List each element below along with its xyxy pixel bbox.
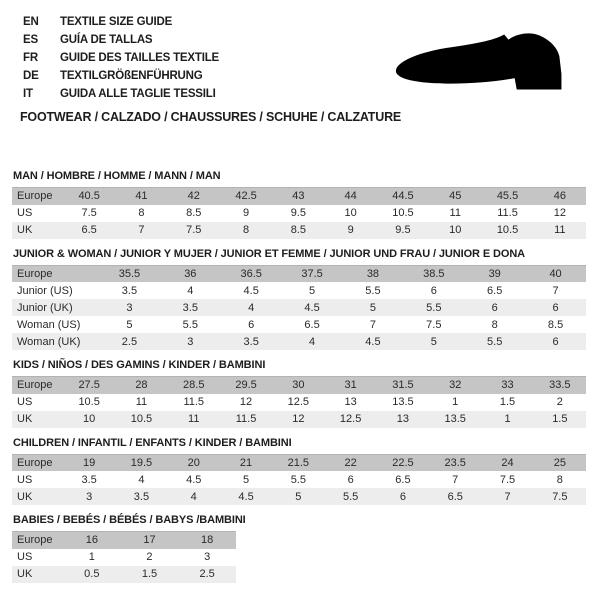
size-row xyxy=(12,394,586,411)
language-code: ES xyxy=(23,34,38,46)
size-value: 5.5 xyxy=(342,490,359,503)
size-value: 3 xyxy=(126,301,133,314)
size-value: 4 xyxy=(187,284,194,297)
row-label: US xyxy=(17,551,33,563)
size-value: 3 xyxy=(204,551,211,563)
language-code: FR xyxy=(23,52,38,64)
size-row xyxy=(12,549,236,566)
size-value: 2.5 xyxy=(199,568,215,580)
size-value: 9.5 xyxy=(395,224,411,236)
size-value: 19 xyxy=(83,456,96,469)
size-row xyxy=(12,299,586,316)
size-value: 6.5 xyxy=(447,490,463,503)
region-header-row xyxy=(12,532,236,549)
size-value: 4.5 xyxy=(304,301,320,314)
size-section xyxy=(12,248,588,351)
size-section xyxy=(12,437,588,506)
section-title: BABIES / BEBÉS / BÉBÉS / BABYS /BAMBINI xyxy=(13,514,246,526)
row-label: Europe xyxy=(17,534,53,547)
size-value: 11 xyxy=(449,207,461,219)
size-value: 42 xyxy=(187,190,200,203)
size-value: 2 xyxy=(146,551,153,563)
size-value: 8.5 xyxy=(186,207,202,219)
size-section xyxy=(12,514,588,583)
size-value: 7.5 xyxy=(499,473,516,486)
language-row xyxy=(23,49,219,67)
row-label: Junior (UK) xyxy=(17,301,73,314)
language-row xyxy=(23,13,219,31)
size-value: 5 xyxy=(369,301,376,314)
size-value: 11.5 xyxy=(235,413,257,425)
language-title: GUIDE DES TAILLES TEXTILE xyxy=(60,52,219,64)
size-value: 36.5 xyxy=(240,267,262,280)
size-value: 19.5 xyxy=(130,456,153,469)
size-value: 30 xyxy=(292,379,305,392)
size-value: 1 xyxy=(88,551,95,563)
size-value: 10.5 xyxy=(78,396,100,408)
size-value: 7 xyxy=(552,284,559,297)
size-value: 8 xyxy=(242,224,250,236)
size-value: 4 xyxy=(309,335,316,348)
size-value: 45.5 xyxy=(496,190,519,203)
size-value: 27.5 xyxy=(78,379,100,392)
size-value: 31.5 xyxy=(392,379,414,392)
size-value: 7 xyxy=(504,490,511,503)
size-value: 3.5 xyxy=(133,490,150,503)
size-value: 3.5 xyxy=(81,473,97,486)
row-label: Europe xyxy=(17,456,53,469)
region-header-row xyxy=(12,265,586,282)
size-value: 3.5 xyxy=(243,335,259,348)
row-label: UK xyxy=(17,224,33,236)
size-value: 33.5 xyxy=(549,379,571,392)
size-value: 6 xyxy=(430,284,437,297)
section-title: MAN / HOMBRE / HOMME / MANN / MAN xyxy=(13,170,221,182)
size-value: 38.5 xyxy=(423,267,445,280)
size-value: 5.5 xyxy=(487,335,503,348)
row-label: US xyxy=(17,396,33,408)
size-value: 6 xyxy=(552,335,559,348)
size-value: 23.5 xyxy=(444,456,466,469)
size-value: 9 xyxy=(347,224,354,236)
size-section xyxy=(12,359,588,428)
size-value: 25 xyxy=(553,456,566,469)
section-title: KIDS / NIÑOS / DES GAMINS / KINDER / BAMBINI xyxy=(13,359,266,371)
size-value: 5 xyxy=(430,335,437,348)
size-value: 5.5 xyxy=(365,284,381,297)
size-value: 6.5 xyxy=(487,284,503,297)
size-value: 31 xyxy=(344,379,357,392)
size-value: 4.5 xyxy=(243,284,259,297)
size-value: 6.5 xyxy=(304,318,320,331)
size-value: 11.5 xyxy=(497,207,518,219)
row-label: Europe xyxy=(17,190,53,203)
size-value: 12.5 xyxy=(287,396,310,408)
size-value: 1.5 xyxy=(552,413,568,425)
size-value: 6 xyxy=(248,318,255,331)
size-value: 5 xyxy=(295,490,302,503)
row-label: Europe xyxy=(17,379,53,392)
size-value: 7.5 xyxy=(186,224,202,236)
size-value: 11 xyxy=(135,396,148,408)
size-value: 8 xyxy=(556,473,563,486)
size-value: 46 xyxy=(553,190,566,203)
size-value: 41 xyxy=(135,190,148,203)
size-value: 10.5 xyxy=(392,207,414,219)
size-value: 11.5 xyxy=(183,396,205,408)
section-title: CHILDREN / INFANTIL / ENFANTS / KINDER / BAMBINI xyxy=(13,436,292,449)
size-value: 6.5 xyxy=(395,473,411,486)
size-value: 20 xyxy=(187,456,200,469)
row-label: UK xyxy=(17,490,33,503)
row-label: Woman (US) xyxy=(17,318,81,331)
size-value: 6 xyxy=(399,490,406,503)
size-value: 21 xyxy=(239,456,253,469)
size-value: 1.5 xyxy=(499,396,516,408)
language-title: TEXTILE SIZE GUIDE xyxy=(60,16,173,28)
row-label: Europe xyxy=(17,267,53,280)
size-value: 5 xyxy=(126,318,133,331)
size-value: 11 xyxy=(554,224,566,236)
size-value: 0.5 xyxy=(84,568,100,580)
size-row xyxy=(12,471,586,488)
size-value: 44 xyxy=(344,190,357,203)
size-value: 12 xyxy=(553,207,566,219)
size-value: 3 xyxy=(187,335,194,348)
size-value: 10 xyxy=(449,224,462,236)
size-value: 7.5 xyxy=(426,318,442,331)
size-value: 22.5 xyxy=(392,456,414,469)
size-value: 45 xyxy=(449,190,462,203)
size-table xyxy=(12,265,586,351)
size-value: 5.5 xyxy=(426,301,442,314)
region-header-row xyxy=(12,377,586,394)
size-value: 2.5 xyxy=(121,335,138,348)
size-value: 42.5 xyxy=(235,190,257,203)
size-value: 13.5 xyxy=(392,396,414,408)
row-label: UK xyxy=(17,413,33,425)
size-value: 35.5 xyxy=(118,267,141,280)
size-value: 5 xyxy=(242,473,250,486)
size-value: 7 xyxy=(138,224,145,236)
row-label: UK xyxy=(17,568,33,580)
size-table xyxy=(12,376,586,428)
size-value: 3 xyxy=(86,490,93,503)
dress-shoe-icon xyxy=(394,31,576,93)
size-value: 8 xyxy=(491,318,498,331)
language-title: GUÍA DE TALLAS xyxy=(60,34,153,46)
size-value: 4.5 xyxy=(365,335,381,348)
size-value: 13 xyxy=(344,396,357,408)
size-row xyxy=(12,282,586,299)
row-label: Junior (US) xyxy=(17,284,73,297)
size-value: 21.5 xyxy=(287,456,310,469)
size-value: 1.5 xyxy=(141,568,158,580)
size-value: 4 xyxy=(138,473,145,486)
size-value: 1 xyxy=(504,413,511,425)
section-title: JUNIOR & WOMAN / JUNIOR Y MUJER / JUNIOR ET FEMME / JUNIOR UND FRAU / JUNIOR E DONA xyxy=(13,247,526,260)
size-tables xyxy=(12,170,588,592)
size-section xyxy=(12,170,588,239)
size-value: 6 xyxy=(347,473,354,486)
size-value: 40 xyxy=(549,267,562,280)
size-value: 24 xyxy=(501,456,514,469)
size-value: 38 xyxy=(366,267,380,280)
language-code: DE xyxy=(23,70,39,82)
language-row xyxy=(23,85,219,103)
size-row xyxy=(12,316,586,333)
size-value: 4.5 xyxy=(238,490,254,503)
size-value: 10 xyxy=(344,207,357,219)
size-value: 8 xyxy=(138,207,145,219)
size-table xyxy=(12,187,586,239)
size-value: 6 xyxy=(552,301,559,314)
region-header-row xyxy=(12,188,586,205)
size-value: 9 xyxy=(242,207,250,219)
size-value: 37.5 xyxy=(301,267,323,280)
size-row xyxy=(12,205,586,222)
language-title: GUIDA ALLE TAGLIE TESSILI xyxy=(60,88,216,100)
size-value: 33 xyxy=(501,379,514,392)
size-value: 5 xyxy=(309,284,316,297)
size-value: 10 xyxy=(83,413,96,425)
size-value: 11 xyxy=(188,413,200,425)
size-value: 10.5 xyxy=(496,224,519,236)
size-row xyxy=(12,411,586,428)
size-value: 7.5 xyxy=(552,490,568,503)
size-value: 5.5 xyxy=(290,473,306,486)
size-value: 16 xyxy=(85,534,98,547)
size-value: 8.5 xyxy=(290,224,306,236)
size-row xyxy=(12,488,586,505)
size-value: 12 xyxy=(292,413,305,425)
size-value: 22 xyxy=(344,456,357,469)
language-list xyxy=(23,13,219,103)
region-header-row xyxy=(12,454,586,471)
size-table xyxy=(12,454,586,506)
size-value: 43 xyxy=(292,190,305,203)
size-value: 44.5 xyxy=(392,190,414,203)
size-value: 7.5 xyxy=(81,207,97,219)
size-value: 2 xyxy=(556,396,563,408)
size-value: 29.5 xyxy=(235,379,257,392)
size-value: 28 xyxy=(135,379,148,392)
size-value: 9.5 xyxy=(290,207,306,219)
size-row xyxy=(12,222,586,239)
size-value: 8.5 xyxy=(547,318,564,331)
size-value: 39 xyxy=(488,267,501,280)
language-row xyxy=(23,67,219,85)
row-label: US xyxy=(17,473,33,486)
size-row xyxy=(12,566,236,583)
language-code: IT xyxy=(23,88,33,100)
size-value: 12.5 xyxy=(339,413,362,425)
language-title: TEXTILGRÖßENFÜHRUNG xyxy=(60,70,203,82)
row-label: US xyxy=(17,207,33,219)
size-value: 4.5 xyxy=(186,473,202,486)
size-value: 6 xyxy=(491,301,498,314)
language-code: EN xyxy=(23,16,39,28)
size-value: 40.5 xyxy=(78,190,100,203)
size-value: 7 xyxy=(369,318,376,331)
language-row xyxy=(23,31,219,49)
size-value: 32 xyxy=(449,379,462,392)
size-value: 3.5 xyxy=(121,284,138,297)
size-value: 17 xyxy=(143,534,156,547)
category-heading: FOOTWEAR / CALZADO / CHAUSSURES / SCHUHE / CALZATURE xyxy=(20,110,402,124)
size-value: 12 xyxy=(239,396,253,408)
size-value: 7 xyxy=(452,473,459,486)
size-value: 18 xyxy=(201,534,214,547)
size-value: 10.5 xyxy=(130,413,153,425)
row-label: Woman (UK) xyxy=(17,335,81,348)
size-value: 13 xyxy=(396,413,410,425)
size-value: 4 xyxy=(190,490,197,503)
size-value: 28.5 xyxy=(183,379,205,392)
size-row xyxy=(12,333,586,350)
size-value: 36 xyxy=(184,267,197,280)
size-value: 3.5 xyxy=(182,301,198,314)
size-table xyxy=(12,531,236,583)
size-value: 1 xyxy=(452,396,459,408)
size-value: 4 xyxy=(248,301,255,314)
size-value: 13.5 xyxy=(444,413,466,425)
size-value: 6.5 xyxy=(81,224,97,236)
size-value: 5.5 xyxy=(182,318,198,331)
